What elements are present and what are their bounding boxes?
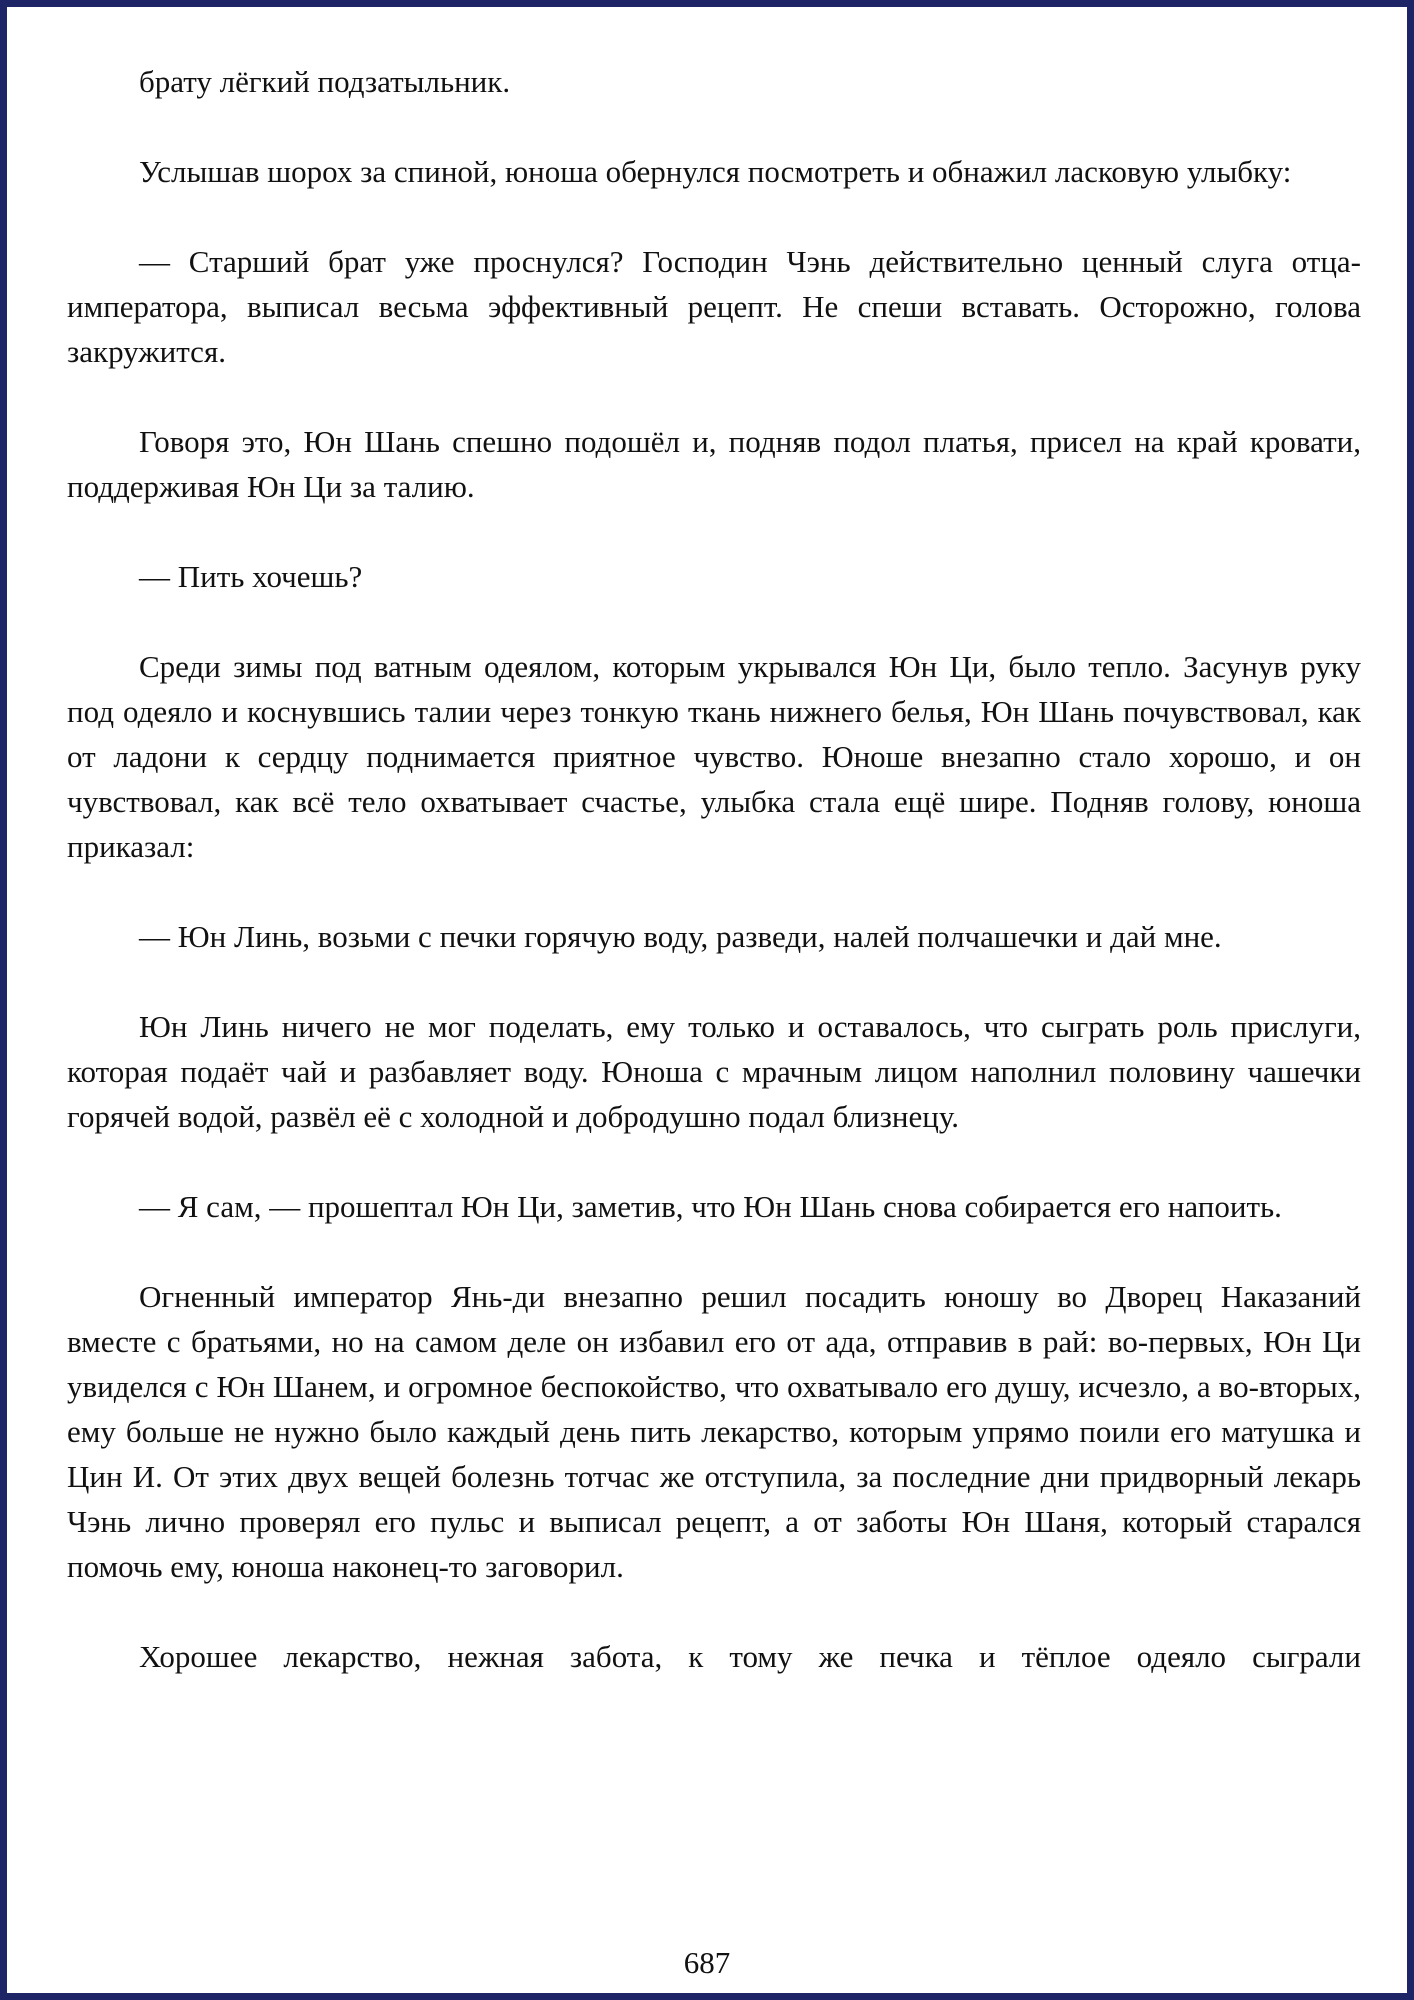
paragraph: — Я сам, — прошептал Юн Ци, заметив, что Юн Шань снова собирается его напоить. [139,1189,1282,1224]
page-number: 687 [683,1945,731,1980]
paragraph: Среди зимы под ватным одеялом, которым укрывался Юн Ци, было тепло. Засунув руку под одеяло и коснувшись талии через тонкую ткань нижнего белья, Юн Шань почувствовал, как от ладони к сердцу поднимается приятное чувство. Юноше внезапно стало хорошо, и он чувствовал, как всё тело охватывает счастье, улыбка стала ещё шире. Подняв голову, юноша приказал: [67,649,1361,864]
paragraph: — Юн Линь, возьми с печки горячую воду, разведи, налей полчашечки и дай мне. [139,919,1222,954]
paragraph: Юн Линь ничего не мог поделать, ему только и оставалось, что сыграть роль прислуги, которая подаёт чай и разбавляет воду. Юноша с мрачным лицом наполнил половину чашечки горячей водой, развёл её с холодной и добродушно подал близнецу. [67,1009,1361,1134]
paragraph: — Старший брат уже проснулся? Господин Чэнь действительно ценный слуга отца-императора, выписал весьма эффективный рецепт. Не спеши вставать. Осторожно, голова закружится. [67,244,1361,369]
paragraph: Говоря это, Юн Шань спешно подошёл и, подняв подол платья, присел на край кровати, поддерживая Юн Ци за талию. [67,424,1361,504]
paragraph-continued: Хорошее лекарство, нежная забота, к тому же печка и тёплое одеяло сыграли [139,1639,1361,1674]
page-body [67,59,1361,1679]
paragraph: брату лёгкий подзатыльник. [139,64,511,99]
paragraph: Услышав шорох за спиной, юноша обернулся посмотреть и обнажил ласковую улыбку: [139,154,1292,189]
paragraph: — Пить хочешь? [139,559,363,594]
paragraph: Огненный император Янь-ди внезапно решил посадить юношу во Дворец Наказаний вместе с братьями, но на самом деле он избавил его от ада, отправив в рай: во-первых, Юн Ци увиделся с Юн Шанем, и огромное беспокойство, что охватывало его душу, исчезло, а во-вторых, ему больше не нужно было каждый день пить лекарство, которым упрямо поили его матушка и Цин И. От этих двух вещей болезнь тотчас же отступила, за последние дни придворный лекарь Чэнь лично проверял его пульс и выписал рецепт, а от заботы Юн Шаня, который старался помочь ему, юноша наконец-то заговорил. [67,1279,1361,1584]
